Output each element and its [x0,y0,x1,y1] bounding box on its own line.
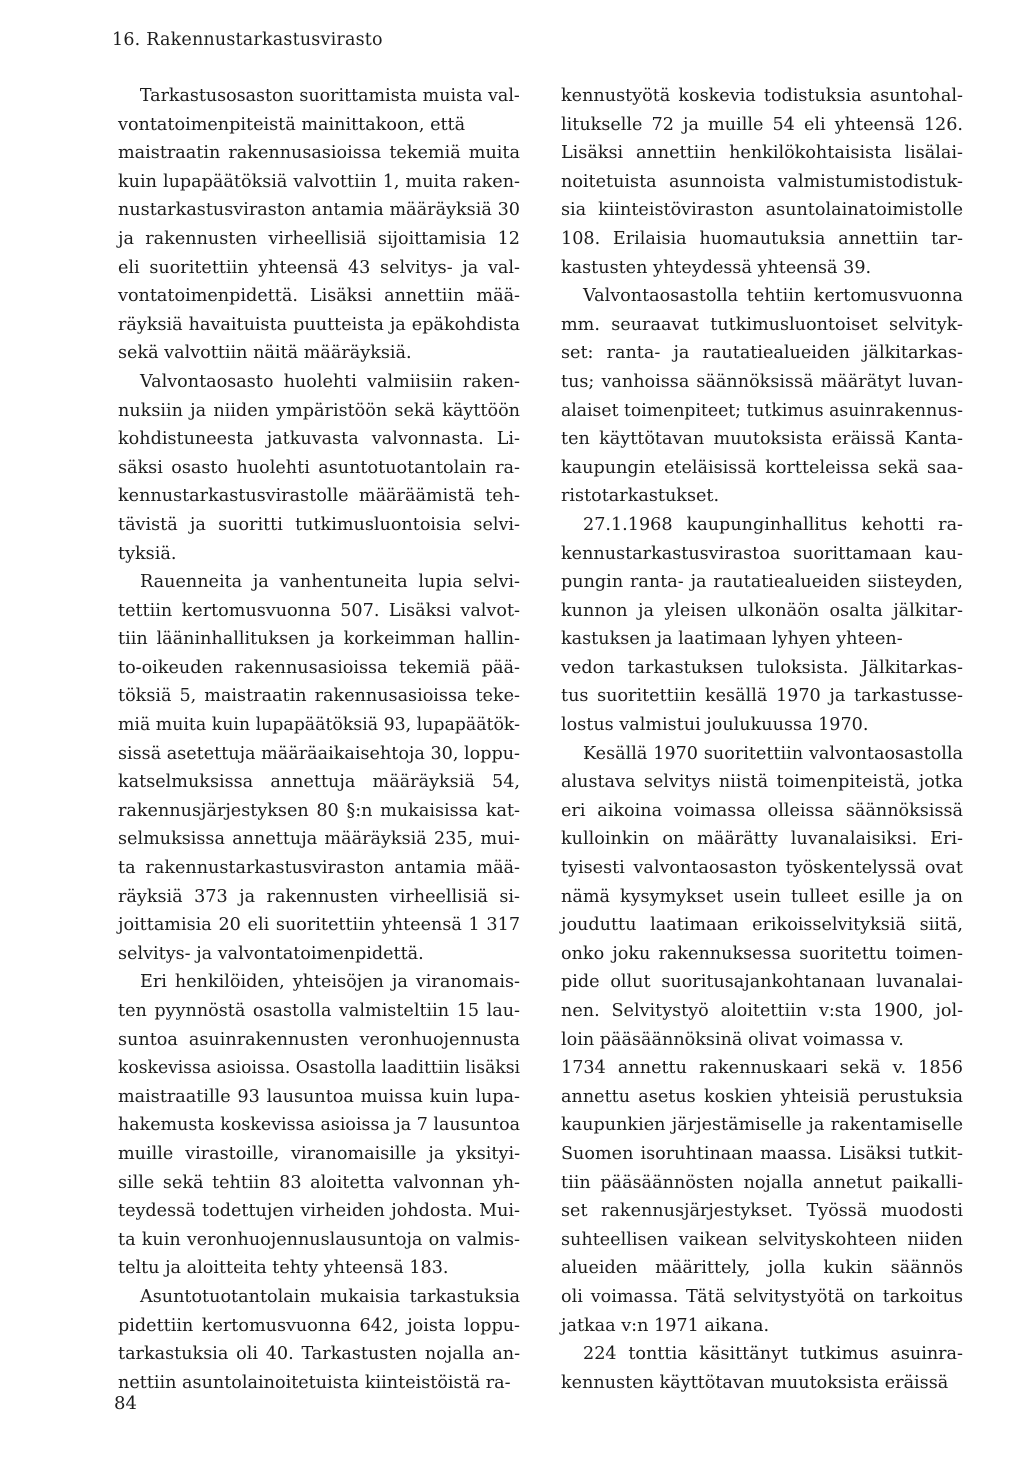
text-line: maistraatin rakennusasioissa tekemiä muita [118,143,520,164]
text-line: kohdistuneesta jatkuvasta valvonnasta. Li- [118,429,521,450]
text-line: 108. Erilaisia huomautuksia annettiin tar- [561,228,964,249]
text-line: nen. Selvitystyö aloitettiin v:sta 1900, jol- [561,1001,964,1021]
text-line: tettiin kertomusvuonna 507. Lisäksi valvot- [118,600,520,621]
text-line: kastuksen ja laatimaan lyhyen yhteen- [561,629,903,650]
text-line: ja rakennusten virheellisiä sijoittamisia 12 [118,228,521,249]
text-line: säksi osasto huolehti asuntotuotantolain ra- [118,457,520,478]
text-line: nustarkastusviraston antamia määräyksiä 30 [118,200,520,221]
text-line: miä muita kuin lupapäätöksiä 93, lupapäätök- [118,715,520,736]
text-line: tyisesti valvontaosaston työskentelyssä ovat [561,858,964,879]
text-line: tyksiä. [118,543,177,564]
paragraph-first-line: Valvontaosastolla tehtiin kertomusvuonna [583,286,963,307]
text-line: tiin lääninhallituksen ja korkeimman hallin- [118,629,521,650]
text-line: nämä kysymykset usein tulleet esille ja on [561,886,964,907]
text-line: tiin pääsäännösten nojalla annetut paikalli- [561,1172,964,1193]
text-line: vedon tarkastuksen tuloksista. Jälkitarkas- [561,657,963,678]
text-line: kastusten yhteydessä yhteensä 39. [561,257,872,278]
paragraph-first-line: Eri henkilöiden, yhteisöjen ja viranomais- [140,972,521,993]
text-column-left [118,82,520,1397]
text-line: tus suoritettiin kesällä 1970 ja tarkastusse- [561,686,964,707]
text-line: pide ollut suoritusajankohtanaan luvanalai- [561,972,963,993]
text-line: rakennusjärjestyksen 80 §:n mukaisissa kat- [118,800,520,821]
text-line: maistraatille 93 lausuntoa muissa kuin lupa- [118,1086,520,1107]
text-line: selmuksissa annettuja määräyksiä 235, mui- [118,829,521,850]
text-line: ta rakennustarkastusviraston antamia mää- [118,858,520,879]
text-line: to-oikeuden rakennusasioissa tekemiä pää- [118,657,520,678]
text-line: ten käyttötavan muutoksista eräissä Kanta- [561,429,963,450]
text-line: loin pääsäännöksinä olivat voimassa v. [561,1029,904,1050]
text-line: sekä valvottiin näitä määräyksiä. [118,343,412,364]
text-line: lostus valmistui joulukuussa 1970. [561,715,869,736]
text-line: tarkastuksia oli 40. Tarkastusten nojalla an- [118,1344,521,1365]
text-line: mm. seuraavat tutkimusluontoiset selvityk- [561,314,963,335]
text-line: alaiset toimenpiteet; tutkimus asuinrakennus- [561,400,963,421]
text-line: jatkaa v:n 1971 aikana. [561,1315,770,1336]
text-line: suntoa asuinrakennusten veronhuojennusta [118,1029,520,1050]
text-line: sille sekä tehtiin 83 aloitetta valvonnan yh- [118,1172,520,1193]
text-line: alustava selvitys niistä toimenpiteistä, jotka [561,772,964,793]
text-line: joittamisia 20 eli suoritettiin yhteensä 1 317 [118,915,521,936]
text-line: kuin lupapäätöksiä valvottiin 1, muita raken- [118,171,520,192]
text-line: kennustyötä koskevia todistuksia asuntohal- [561,86,963,106]
text-line: ristotarkastukset. [561,486,720,507]
text-line: eli suoritettiin yhteensä 43 selvitys- ja val- [118,257,520,278]
text-line: hakemusta koskevissa asioissa ja 7 lausuntoa [118,1115,520,1136]
paragraph-first-line: Asuntotuotantolain mukaisia tarkastuksia [140,1286,520,1307]
text-line: oli voimassa. Tätä selvitystyötä on tarkoitus [561,1286,963,1307]
text-line: vontatoimenpiteistä mainittakoon, että [118,114,466,135]
text-line: Lisäksi annettiin henkilökohtaisista lisälai- [561,143,963,164]
text-line: onko joku rakennuksessa suoritettu toimen- [561,943,964,964]
text-line: ten pyynnöstä osastolla valmisteltiin 15 lau- [118,1001,520,1021]
text-line: litukselle 72 ja muille 54 eli yhteensä 126. [561,114,964,135]
text-line: ta kuin veronhuojennuslausuntoja on valmis- [118,1229,520,1250]
text-line: kulloinkin on määrätty luvanalaisiksi. Eri- [561,829,963,850]
text-line: kennusten käyttötavan muutoksista eräissä [561,1372,949,1393]
text-line: set: ranta- ja rautatiealueiden jälkitarkas- [561,343,963,364]
text-line: nettiin asuntolainoitetuista kiinteistöistä ra- [118,1372,511,1393]
text-line: jouduttu laatimaan erikoisselvityksiä siitä, [561,915,963,936]
text-line: Suomen isoruhtinaan maassa. Lisäksi tutkit- [561,1143,963,1164]
text-line: sia kiinteistöviraston asuntolainatoimistolle [561,200,963,221]
paragraph-first-line: Kesällä 1970 suoritettiin valvontaosastolla [583,743,963,764]
text-line: pidettiin kertomusvuonna 642, joista loppu- [118,1315,520,1336]
text-line: koskevissa asioissa. Osastolla laadittiin lisäksi [118,1058,521,1079]
text-column-right [561,82,963,1397]
text-line: kennustarkastusvirastolle määräämistä teh- [118,486,520,507]
text-line: set rakennusjärjestykset. Työssä muodosti [561,1201,964,1222]
text-line: räyksiä 373 ja rakennusten virheellisiä si- [118,886,520,907]
text-line: kennustarkastusvirastoa suorittamaan kau- [561,543,964,564]
text-line: räyksiä havaituista puutteista ja epäkohdista [118,314,521,335]
text-line: kunnon ja yleisen ulkonäön osalta jälkitar- [561,600,963,621]
text-line: kaupunkien järjestämiselle ja rakentamiselle [561,1115,964,1136]
text-line: tävistä ja suoritti tutkimusluontoisia selvi- [118,514,521,535]
paragraph-first-line: 224 tonttia käsittänyt tutkimus asuinra- [583,1344,963,1365]
text-line: annettu asetus koskien yhteisiä perustuksia [561,1086,963,1107]
text-line: tus; vanhoissa säännöksissä määrätyt luvan- [561,371,964,392]
text-line: katselmuksissa annettuja määräyksiä 54, [118,772,520,793]
paragraph-first-line: 27.1.1968 kaupunginhallitus kehotti ra- [583,514,964,535]
running-head: 16. Rakennustarkastusvirasto [112,30,383,50]
text-line: kaupungin eteläisissä kortteleissa sekä saa- [561,457,964,478]
text-line: eri aikoina voimassa olleissa säännöksissä [561,800,963,821]
text-line: pungin ranta- ja rautatiealueiden siisteyden, [561,572,963,593]
text-line: vontatoimenpidettä. Lisäksi annettiin mää- [118,286,521,307]
paragraph-first-line: Tarkastusosaston suorittamista muista val- [139,86,520,106]
paragraph-first-line: Rauenneita ja vanhentuneita lupia selvi- [140,572,520,593]
text-line: nuksiin ja niiden ympäristöön sekä käyttöön [118,400,520,421]
paragraph-first-line: Valvontaosasto huolehti valmiisiin raken- [140,371,521,392]
text-line: muille virastoille, viranomaisille ja yksityi- [118,1143,521,1164]
page-number: 84 [114,1393,137,1414]
text-line: 1734 annettu rakennuskaari sekä v. 1856 [561,1058,964,1079]
text-line: noitetuista asunnoista valmistumistodistuk- [561,171,963,192]
text-line: töksiä 5, maistraatin rakennusasioissa teke- [118,686,520,707]
text-line: selvitys- ja valvontatoimenpidettä. [118,943,424,964]
text-line: teltu ja aloitteita tehty yhteensä 183. [118,1258,449,1279]
text-line: teydessä todettujen virheiden johdosta. Mui- [118,1201,520,1222]
text-line: sissä asetettuja määräaikaisehtoja 30, loppu- [118,743,520,764]
text-line: suhteellisen vaikean selvityskohteen niiden [561,1229,963,1250]
text-line: alueiden määrittely, jolla kukin säännös [561,1258,963,1279]
